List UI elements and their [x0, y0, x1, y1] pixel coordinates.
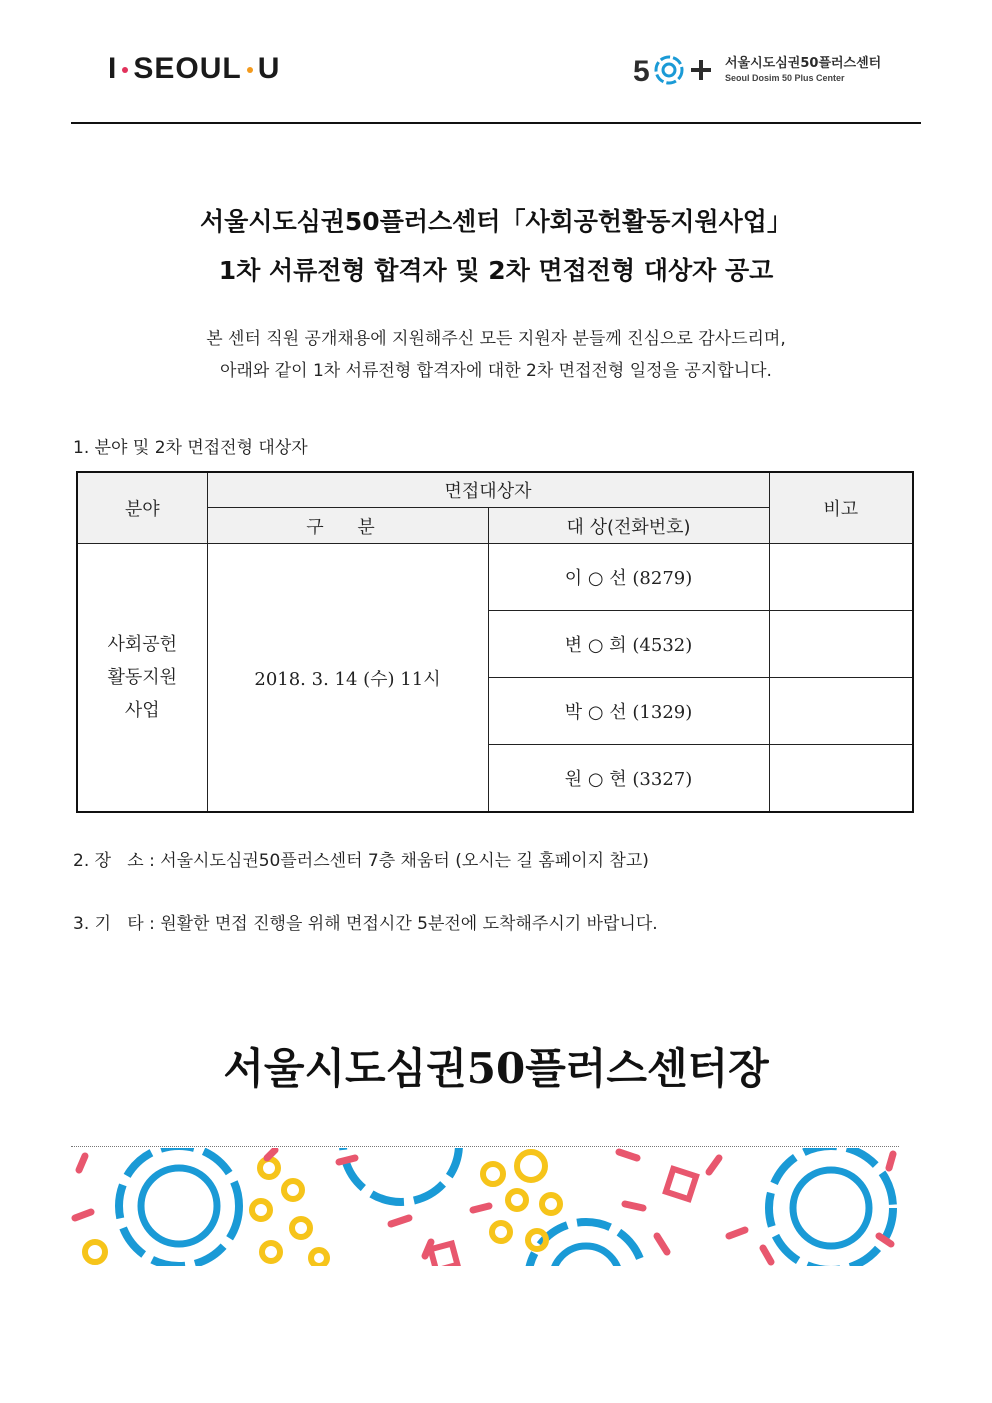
- svg-text:5: 5: [633, 55, 650, 88]
- logo-part-i: I: [108, 52, 118, 85]
- header-divider: [71, 122, 921, 124]
- candidate-cell: 이 ○ 선 (8279): [488, 544, 769, 611]
- i-seoul-u-logo: [108, 52, 280, 86]
- header-interviewees: 면접대상자: [207, 472, 769, 508]
- intro-line2: 아래와 같이 1차 서류전형 합격자에 대한 2차 면접전형 일정을 공지합니다.: [220, 361, 772, 381]
- field-line: 사회공헌: [107, 634, 178, 655]
- candidate-cell: 원 ○ 현 (3327): [488, 745, 769, 813]
- header-target: 대 상(전화번호): [488, 508, 769, 544]
- table-row: [77, 544, 913, 611]
- interview-datetime: 2018. 3. 14 (수) 11시: [207, 544, 488, 813]
- intro-line1: 본 센터 직원 공개채용에 지원해주신 모든 지원자 분들께 진심으로 감사드리며,: [206, 329, 786, 349]
- remark-cell: [769, 611, 913, 678]
- section1-heading: 1. 분야 및 2차 면접전형 대상자: [73, 438, 308, 458]
- header-remarks: 비고: [769, 472, 913, 544]
- remark-cell: [769, 544, 913, 611]
- fifty-plus-mark-icon: [633, 52, 717, 88]
- center-name-english: Seoul Dosim 50 Plus Center: [725, 73, 845, 83]
- header-category: 구 분: [207, 508, 488, 544]
- other-info: 3. 기 타 : 원활한 면접 진행을 위해 면접시간 5분전에 도착해주시기 바랍니다.: [73, 914, 658, 934]
- center-name-korean: 서울시도심권50플러스센터: [725, 56, 882, 71]
- notice-title-line2: 1차 서류전형 합격자 및 2차 면접전형 대상자 공고: [218, 256, 774, 285]
- logo-dot-orange: [247, 67, 253, 73]
- logo-dot-red: [122, 67, 128, 73]
- notice-title-line1: 서울시도심권50플러스센터「사회공헌활동지원사업」: [200, 207, 792, 236]
- field-line: 사업: [124, 700, 160, 721]
- decorative-pattern: [71, 1148, 899, 1266]
- remark-cell: [769, 745, 913, 813]
- logo-part-u: U: [257, 52, 281, 85]
- candidate-cell: 박 ○ 선 (1329): [488, 678, 769, 745]
- footer-dotted-divider: [71, 1146, 899, 1147]
- decorative-circles-icon: [71, 1148, 899, 1266]
- logo-part-seoul: SEOUL: [133, 52, 242, 85]
- remark-cell: [769, 678, 913, 745]
- field-line: 활동지원: [107, 667, 178, 688]
- interview-schedule-table: [76, 471, 914, 813]
- center-logo: [633, 52, 881, 88]
- issuer-signature: 서울시도심권50플러스센터장: [223, 1044, 769, 1093]
- header-field: 분야: [77, 472, 207, 544]
- field-cell: [77, 544, 207, 813]
- location-info: 2. 장 소 : 서울시도심권50플러스센터 7층 채움터 (오시는 길 홈페이지 참고): [73, 851, 649, 871]
- candidate-cell: 변 ○ 희 (4532): [488, 611, 769, 678]
